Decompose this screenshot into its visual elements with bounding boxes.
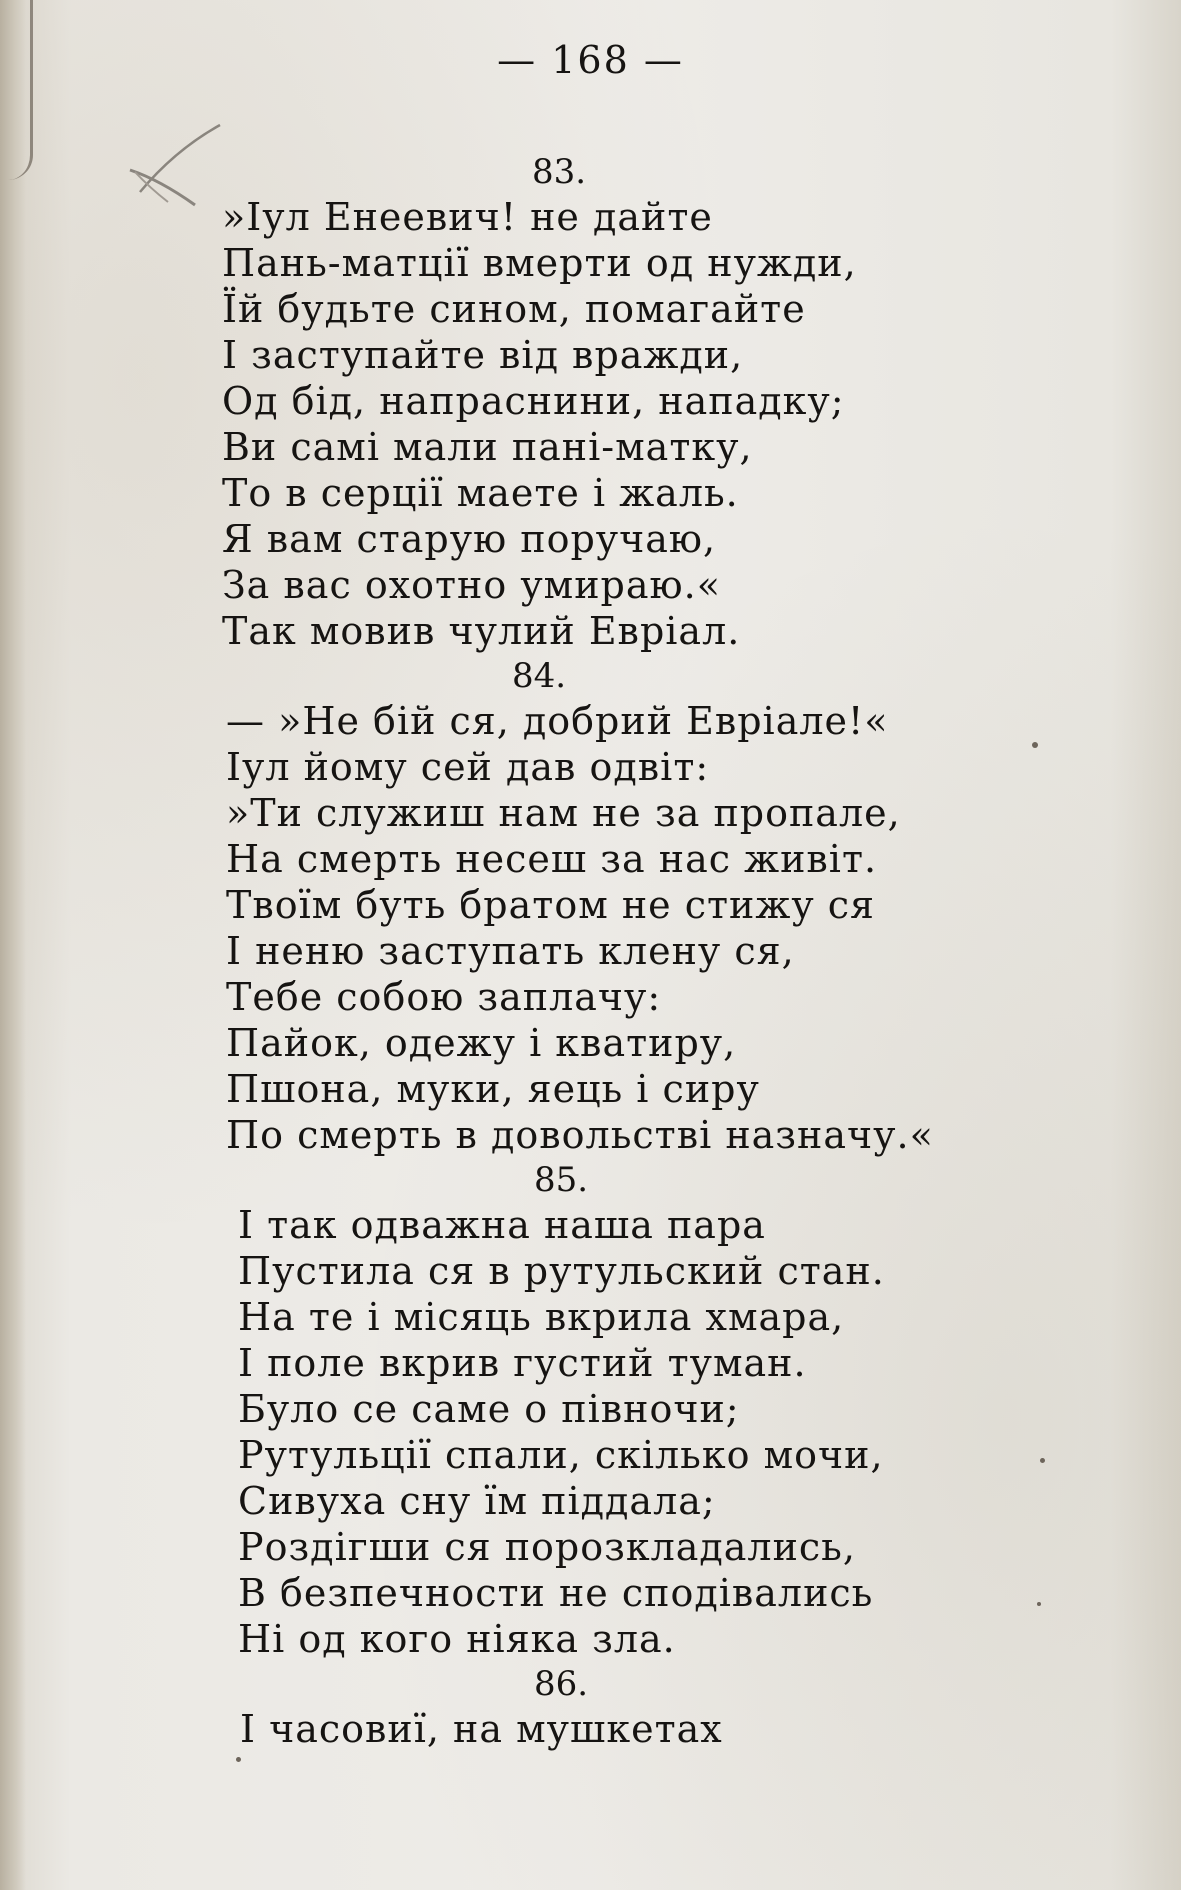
verse-line: По смерть в довольстві назначу.« — [226, 1113, 934, 1157]
stanza-number: 85. — [534, 1160, 589, 1200]
paper-speck — [1032, 742, 1038, 748]
verse-line: — »Не бій ся, добрий Евріале!« — [226, 699, 889, 743]
stanza-83 — [222, 150, 1122, 654]
verse-line: То в серції маете і жаль. — [222, 471, 739, 515]
verse-line: І неню заступать клену ся, — [226, 929, 795, 973]
paper-speck — [236, 1757, 241, 1762]
paper-speck — [1040, 1458, 1045, 1463]
stanza-number: 86. — [534, 1664, 589, 1704]
verse-line: Рутульції спали, скілько мочи, — [238, 1433, 884, 1477]
stanza-86 — [240, 1662, 1122, 1752]
verse-line: Пшона, муки, яець і сиру — [226, 1067, 760, 1111]
page-number: — 168 — — [497, 38, 684, 82]
verse-line: »Ти служиш нам не за пропале, — [226, 791, 901, 835]
verse-line: Так мовив чулий Евріал. — [222, 609, 741, 653]
page-fold-line — [8, 0, 33, 180]
verse-line: »Іул Енеевич! не дайте — [222, 195, 713, 239]
page-binding-edge — [0, 0, 26, 1890]
verse-line: Я вам старую поручаю, — [222, 517, 717, 561]
verse-line: Пань-матції вмерти од нужди, — [222, 241, 857, 285]
stanza-85 — [238, 1158, 1122, 1662]
verse-line: І поле вкрив густий туман. — [238, 1341, 807, 1385]
verse-line: Їй будьте сином, помагайте — [222, 287, 806, 331]
verse-line: Іул йому сей дав одвіт: — [226, 745, 710, 789]
paper-speck — [1037, 1602, 1041, 1606]
verse-line: Сивуха сну їм піддала; — [238, 1479, 716, 1523]
verse-line: Од бід, напраснини, нападку; — [222, 379, 845, 423]
verse-line: Було се саме о півночи; — [238, 1387, 740, 1431]
pencil-cross-mark — [120, 110, 230, 210]
verse-line: Ні од кого ніяка зла. — [238, 1617, 676, 1661]
verse-line: І заступайте від вражди, — [222, 333, 744, 377]
verse-line: Твоїм буть братом не стижу ся — [226, 883, 876, 927]
verse-line: І так одважна наша пара — [238, 1203, 766, 1247]
stanza-84 — [226, 654, 1122, 1158]
verse-line: Тебе собою заплачу: — [226, 975, 662, 1019]
poem-text — [222, 150, 1122, 1752]
verse-line: На смерть несеш за нас живіт. — [226, 837, 878, 881]
verse-line: І часовиї, на мушкетах — [240, 1707, 723, 1751]
verse-line: Ви самі мали пані-матку, — [222, 425, 753, 469]
verse-line: За вас охотно умираю.« — [222, 563, 721, 607]
verse-line: Роздігши ся порозкладались, — [238, 1525, 856, 1569]
stanza-number: 83. — [532, 152, 587, 192]
verse-line: На те і місяць вкрила хмара, — [238, 1295, 845, 1339]
verse-line: Пустила ся в рутульский стан. — [238, 1249, 885, 1293]
verse-line: В безпечности не сподівались — [238, 1571, 874, 1615]
stanza-number: 84. — [512, 656, 567, 696]
verse-line: Пайок, одежу і кватиру, — [226, 1021, 737, 1065]
